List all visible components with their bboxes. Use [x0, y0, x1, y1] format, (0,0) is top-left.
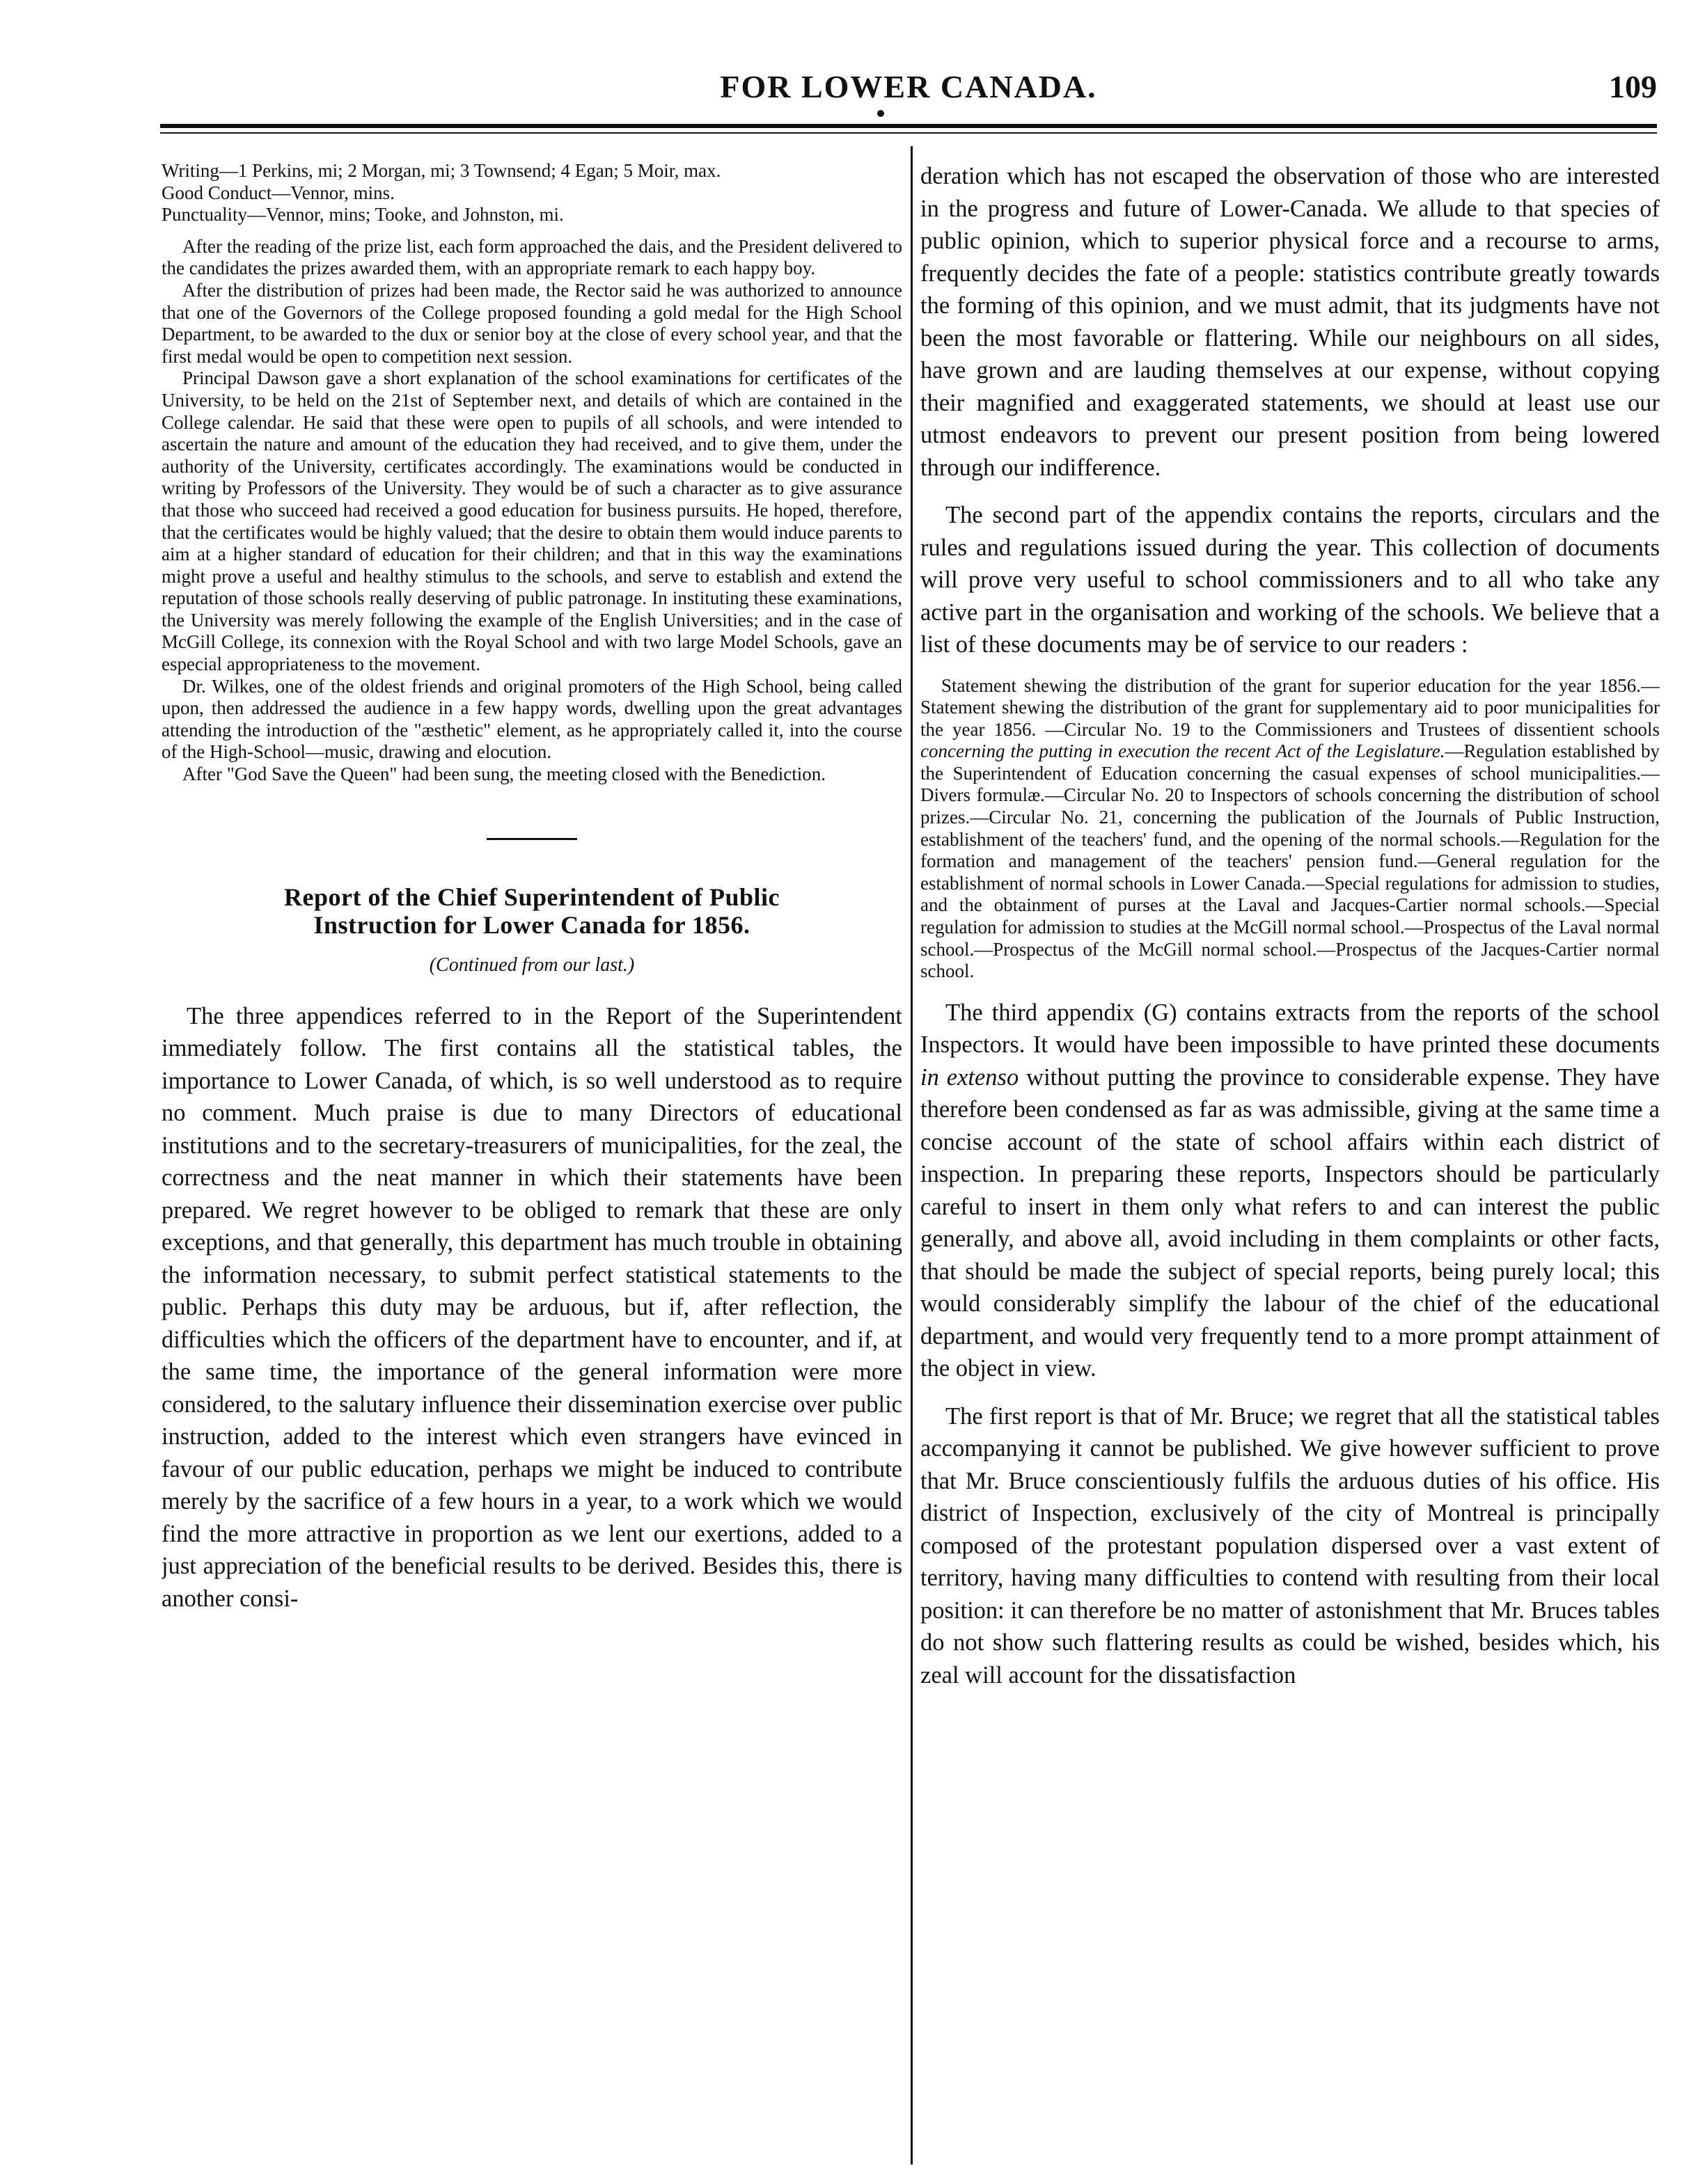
header-rule-thick: [160, 124, 1657, 128]
report-body-right-lower: [920, 997, 1660, 1692]
paragraph-mr-bruce: The first report is that of Mr. Bruce; we regret that all the statistical tables accompanying it cannot be published. We give however sufficient to prove that Mr. Bruce conscientiously fulfils the arduous duties of his office. His district of Inspection, exclusively of the city of Montreal is principally composed of the protestant population dispersed over a vast extent of territory, having many difficulties to contend with resulting from their local position: it can therefore be no matter of astonishment that Mr. Bruces tables do not show such flattering results as could be wished, besides which, his zeal will account for the dissatisfaction: [920, 1402, 1660, 1688]
report-body-right: [920, 160, 1660, 661]
documents-list-part-a: Statement shewing the distribution of the grant for superior education for the year 1856.—Statement shewing the distribution of the grant for supplementary aid to poor municipalities for the year 1856. —Circular No. 19 to the Commissioners and Trustees of dissentient schools: [920, 674, 1660, 740]
paragraph-benediction: After "God Save the Queen" had been sung, the meeting closed with the Benediction.: [182, 763, 826, 785]
prize-line-writing: Writing—1 Perkins, mi; 2 Morgan, mi; 3 Townsend; 4 Egan; 5 Moir, max.: [162, 160, 721, 181]
documents-list-text: [920, 675, 1660, 983]
page-header: [160, 68, 1657, 117]
paragraph-gold-medal: After the distribution of prizes had been made, the Rector said he was authorized to announce that one of the Governors of the College proposed founding a gold medal for the High School Department, to be awarded to the dux or senior boy at the close of every school year, and that the first medal would be open to competition next session.: [162, 279, 902, 367]
prize-line-punctuality: Punctuality—Vennor, mins; Tooke, and Johnston, mi.: [162, 204, 564, 225]
continued-note: (Continued from our last.): [429, 953, 635, 976]
column-divider: [911, 146, 913, 2165]
paragraph-third-appendix: [920, 997, 1660, 1385]
third-appendix-italic: in extenso: [920, 1063, 1019, 1091]
prize-line-conduct: Good Conduct—Vennor, mins.: [162, 182, 395, 203]
left-column: [162, 160, 902, 2165]
third-appendix-part-a: The third appendix (G) contains extracts from the reports of the school Inspectors. It would have been impossible to have printed these documents: [920, 999, 1660, 1059]
header-dot-ornament: [877, 110, 884, 117]
right-column: [920, 160, 1660, 2165]
paragraph-three-appendices: The three appendices referred to in the Report of the Superintendent immediately follow. The first contains all the statistical tables, the importance to Lower Canada, of which, is so well understood as to require no comment. Much praise is due to many Directors of educational institutions and to the secretary-treasurers of municipalities, for the zeal, the correctness and the neat manner in which their statements have been prepared. We regret however to be obliged to remark that these are only exceptions, and that generally, this department has much trouble in obtaining the information necessary, to submit perfect statistical statements to the public. Perhaps this duty may be arduous, but if, after reflection, the difficulties which the officers of the department have to encounter, and if, at the same time, the importance of the general information were more considered, to the salutary influence their dissemination exercise over public instruction, added to the interest which even strangers have evinced in favour of our public education, perhaps we might be induced to contribute merely by the sacrifice of a few hours in a year, to a work which we would find the more attractive in proportion as we lent our exertions, added to a just appreciation of the beneficial results to be derived. Besides this, there is another consi-: [162, 1002, 902, 1612]
paragraph-second-appendix: The second part of the appendix contains the reports, circulars and the rules and regulations issued during the year. This collection of documents will prove very useful to school commissioners and to all who take any active part in the organisation and working of the schools. We believe that a list of these documents may be of service to our readers :: [920, 502, 1660, 658]
paragraph-dr-wilkes: Dr. Wilkes, one of the oldest friends and original promoters of the High School, being called upon, then addressed the audience in a few happy words, dwelling upon the great advantages attending the introduction of the "æsthetic" element, as he appropriately called it, into the course of the High-School—music, drawing and elocution.: [162, 675, 902, 763]
report-heading-line-2: Instruction for Lower Canada for 1856.: [313, 910, 750, 939]
report-body-left: [162, 1000, 902, 1615]
paragraph-public-opinion: deration which has not escaped the observation of those who are interested in the progress and future of Lower-Canada. We allude to that species of public opinion, which to superior physical force and a recourse to arms, frequently decides the fate of a people: statistics contribute greatly towards the forming of this opinion, and we must admit, that its judgments have not been the most favorable or flattering. While our neighbours on all sides, have grown and are lauding themselves at our expense, without copying their magnified and exaggerated statements, we should at least use our utmost endeavors to prevent our present position from being lowered through our indifference.: [920, 163, 1660, 481]
documents-list: [920, 675, 1660, 983]
prize-section: [162, 160, 902, 786]
report-heading-line-1: Report of the Chief Superintendent of Public: [284, 883, 780, 911]
section-separator: [487, 838, 577, 840]
documents-list-italic: concerning the putting in execution the recent Act of the Legislature.: [920, 741, 1445, 762]
running-title: FOR LOWER CANADA.: [720, 69, 1097, 104]
page-number: 109: [1609, 69, 1657, 104]
paragraph-prize-reading: After the reading of the prize list, each form approached the dais, and the President delivered to the candidates the prizes awarded them, with an appropriate remark to each happy boy.: [162, 235, 902, 279]
report-heading: [162, 883, 902, 939]
third-appendix-part-b: without putting the province to considerable expense. They have therefore been condensed as far as was admissible, giving at the same time a concise account of the state of school affairs within each district of inspection. In preparing these reports, Inspectors should be particularly careful to insert in them only what refers to and can interest the public generally, and above all, avoid including in them complaints or other facts, that should be made the subject of special reports, being purely local; this would considerably simplify the labour of the chief of the educational department, and would very frequently tend to a more prompt attainment of the object in view.: [920, 1063, 1660, 1382]
documents-list-part-b: —Regulation established by the Superintendent of Education concerning the casual expenses of school municipalities.—Divers formulæ.—Circular No. 20 to Inspectors of schools concerning the distribution of school prizes.—Circular No. 21, concerning the publication of the Journals of Public Instruction, establishment of the teachers' fund, and the opening of the normal schools.—Regulation for the formation and management of the teachers' pension fund.—General regulation for the establishment of normal schools in Lower Canada.—Special regulations for admission to studies, and the obtainment of purses at the Laval and Jacques-Cartier normal schools.—Special regulation for admission to studies at the McGill normal school.—Prospectus of the Laval normal school.—Prospectus of the McGill normal school.—Prospectus of the Jacques-Cartier normal school.: [920, 741, 1660, 982]
header-rule-thin: [160, 132, 1657, 134]
paragraph-principal-dawson: Principal Dawson gave a short explanation of the school examinations for certificates of the University, to be held on the 21st of September next, and details of which are contained in the College calendar. He said that these were open to pupils of all schools, and were intended to ascertain the nature and amount of the education they had received, and to give them, under the authority of the University, certificates accordingly. The examinations would be conducted in writing by Professors of the University. They would be of such a character as to give assurance that those who succeed had received a good education for business pursuits. He hoped, therefore, that the certificates would be highly valued; that the desire to obtain them would induce parents to aim at a higher standard of education for their children; and that in this way the examinations might prove a useful and healthy stimulus to the schools, and serve to establish and extend the reputation of those schools really deserving of public patronage. In instituting these examinations, the University was merely following the example of the English Universities; and in the case of McGill College, its connexion with the Royal School and with two large Model Schools, gave an especial appropriateness to the movement.: [162, 367, 902, 675]
